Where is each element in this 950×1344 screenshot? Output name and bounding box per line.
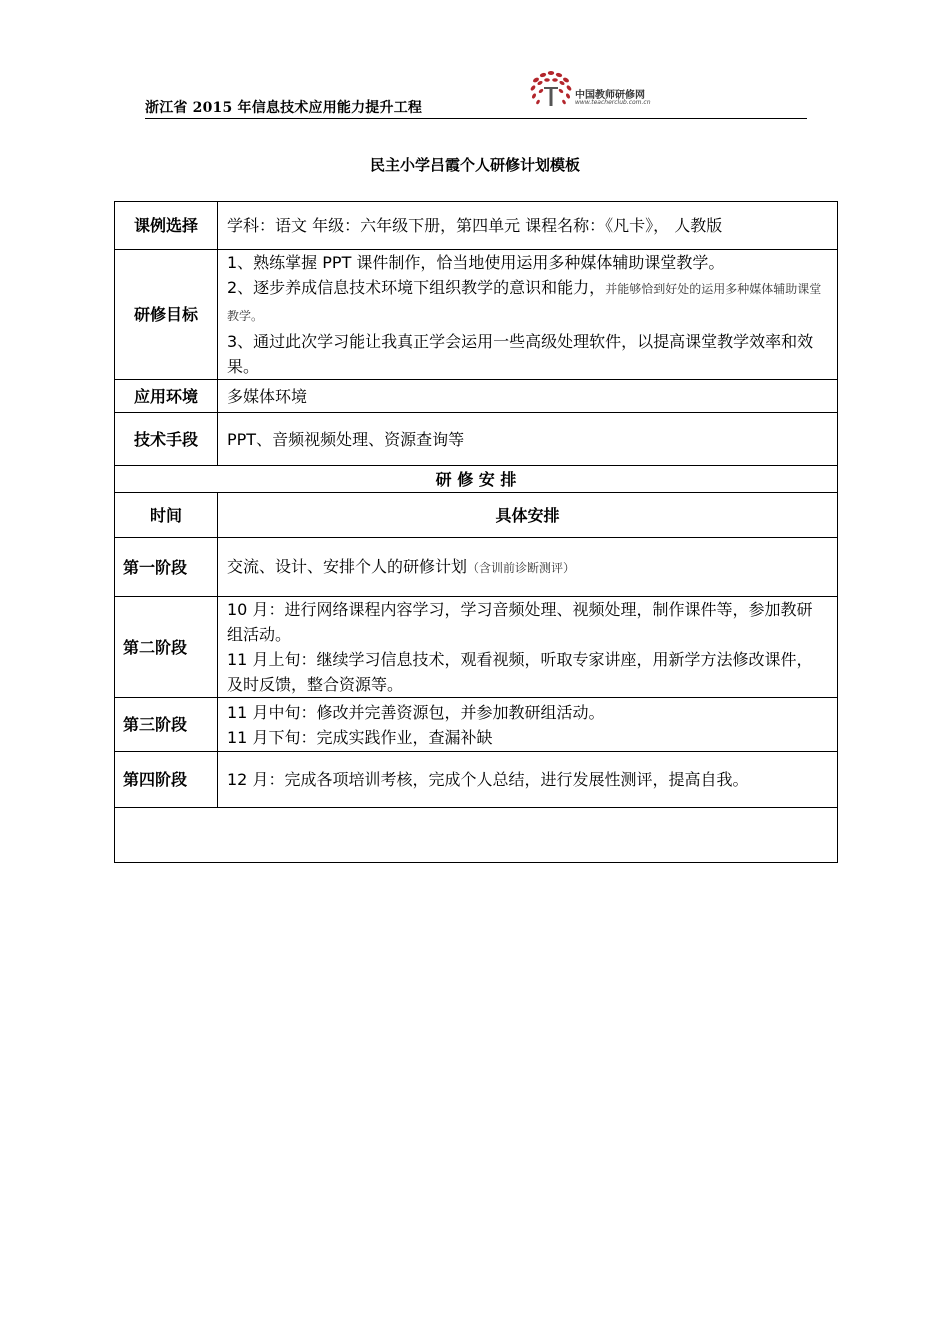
header-project-title: 浙江省 2015 年信息技术应用能力提升工程 xyxy=(145,100,423,116)
document-title: 民主小学吕霞个人研修计划模板 xyxy=(369,156,580,174)
value-goals xyxy=(218,250,838,380)
row-tech xyxy=(115,413,838,466)
stage-1-main: 交流、设计、安排个人的研修计划 xyxy=(227,556,468,576)
label-tech: 技术手段 xyxy=(115,413,218,466)
value-course: 学科：语文 年级：六年级下册，第四单元 课程名称：《凡卡》， 人教版 xyxy=(218,202,838,250)
stage-2-line-2: 11 月上旬：继续学习信息技术，观看视频，听取专家讲座，用新学方法修改课件，及时反馈，整合资源等。 xyxy=(227,650,813,694)
stage-3-line-1: 11 月中旬：修改并完善资源包，并参加教研组活动。 xyxy=(227,702,605,722)
empty-cell xyxy=(115,808,838,863)
value-environment: 多媒体环境 xyxy=(218,380,838,413)
label-goals: 研修目标 xyxy=(115,250,218,380)
label-stage-2: 第二阶段 xyxy=(115,597,218,698)
label-environment: 应用环境 xyxy=(115,380,218,413)
goal-2-note: 并能够恰到好处的运用多种媒体辅助课堂教学。 xyxy=(227,282,822,323)
label-course: 课例选择 xyxy=(115,202,218,250)
goal-3: 3、通过此次学习能让我真正学会运用一些高级处理软件，以提高课堂教学效率和效果。 xyxy=(227,332,814,376)
value-stage-1 xyxy=(218,538,838,597)
row-stage-1 xyxy=(115,538,838,597)
header-divider xyxy=(145,118,807,119)
row-stage-3 xyxy=(115,698,838,752)
logo-name: 中国教师研修网 xyxy=(575,90,645,101)
row-empty xyxy=(115,808,838,863)
label-stage-1: 第一阶段 xyxy=(115,538,218,597)
teacherclub-logo xyxy=(528,70,668,110)
column-header-time: 时间 xyxy=(115,493,218,538)
row-stage-2 xyxy=(115,597,838,698)
value-tech: PPT、音频视频处理、资源查询等 xyxy=(218,413,838,466)
row-course xyxy=(115,202,838,250)
column-header-detail: 具体安排 xyxy=(218,493,838,538)
value-stage-2 xyxy=(218,597,838,698)
label-stage-3: 第三阶段 xyxy=(115,698,218,752)
value-stage-4: 12 月：完成各项培训考核，完成个人总结，进行发展性测评，提高自我。 xyxy=(218,752,838,808)
stage-1-note: （含训前诊断测评） xyxy=(467,560,576,575)
row-schedule-heading xyxy=(115,466,838,493)
goal-2-main: 2、逐步养成信息技术环境下组织教学的意识和能力， xyxy=(227,278,606,297)
schedule-heading: 研 修 安 排 xyxy=(115,466,838,493)
row-goals xyxy=(115,250,838,380)
row-column-headers xyxy=(115,493,838,538)
study-plan-table xyxy=(114,201,838,863)
row-environment xyxy=(115,380,838,413)
stage-3-line-2: 11 月下旬：完成实践作业，查漏补缺 xyxy=(227,727,493,747)
logo-url: www.teacherclub.com.cn xyxy=(575,99,651,106)
goal-2 xyxy=(227,275,828,329)
label-stage-4: 第四阶段 xyxy=(115,752,218,808)
stage-2-line-1: 10 月：进行网络课程内容学习，学习音频处理、视频处理，制作课件等，参加教研组活动。 xyxy=(227,600,813,644)
value-stage-3 xyxy=(218,698,838,752)
red-tree-logo-icon xyxy=(528,70,574,110)
row-stage-4 xyxy=(115,752,838,808)
goal-1: 1、熟练掌握 PPT 课件制作，恰当地使用运用多种媒体辅助课堂教学。 xyxy=(227,253,725,272)
